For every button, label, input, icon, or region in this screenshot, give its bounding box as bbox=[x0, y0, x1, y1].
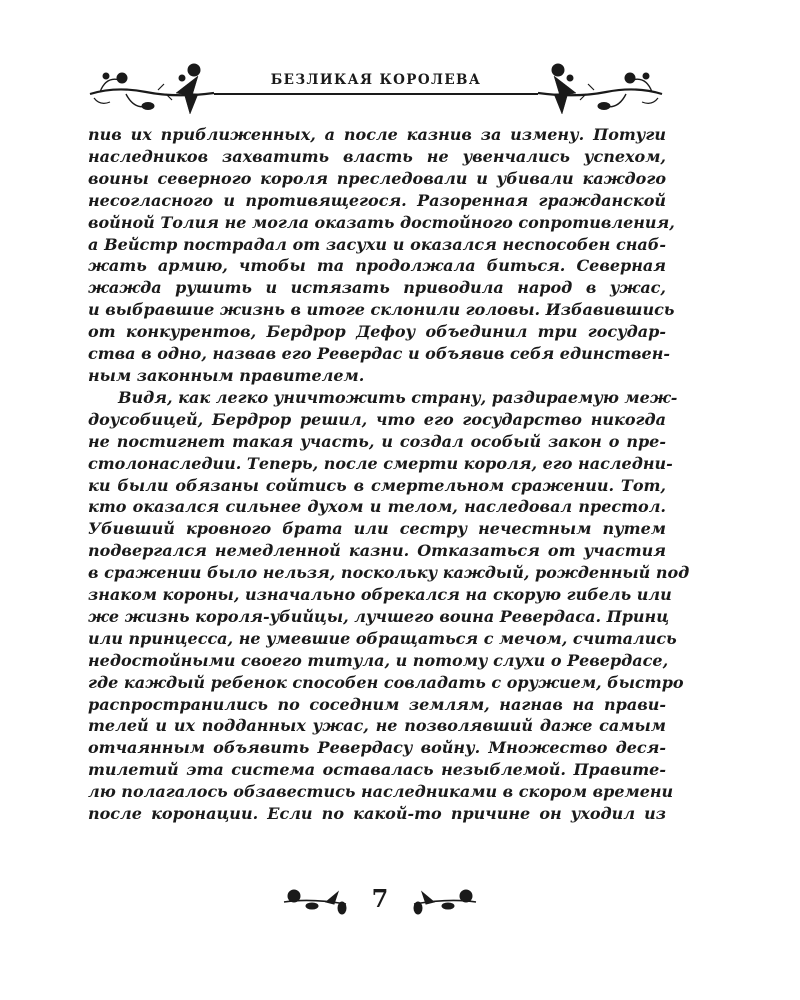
paragraph-2 bbox=[88, 387, 690, 825]
text-line: распространились по соседним землям, нагнав на прави- bbox=[88, 694, 666, 714]
text-line: от конкурентов, Бердрор Дефоу объединил три государ- bbox=[88, 322, 666, 342]
text-line: телей и их подданных ужас, не позволявший даже самым bbox=[88, 716, 666, 736]
floral-vine-ornament-right-icon bbox=[538, 56, 666, 118]
text-line: несогласного и противящегося. Разоренная гражданской bbox=[88, 190, 666, 210]
running-title: БЕЗЛИКАЯ КОРОЛЕВА bbox=[270, 72, 482, 88]
page-footer bbox=[280, 880, 480, 924]
text-line: жать армию, чтобы та продолжала биться. Северная bbox=[88, 256, 666, 276]
text-line: же жизнь короля-убийцы, лучшего воина Ревердаса. Принц bbox=[88, 606, 670, 626]
text-line: знаком короны, изначально обрекался на скорую гибель или bbox=[88, 585, 672, 605]
text-line: лю полагалось обзавестись наследниками в скором времени bbox=[88, 782, 674, 802]
text-line: наследников захватить власть не увенчались успехом, bbox=[88, 146, 666, 166]
text-line: где каждый ребенок способен совладать с оружием, быстро bbox=[88, 672, 684, 692]
text-line: жажда рушить и истязать приводила народ в ужас, bbox=[88, 278, 666, 298]
text-line: отчаянным объявить Ревердасу войну. Множество деся- bbox=[88, 738, 666, 758]
text-line: Видя, как легко уничтожить страну, раздираемую меж- bbox=[118, 387, 678, 407]
text-line: после коронации. Если по какой-то причине он уходил из bbox=[88, 804, 666, 824]
running-header bbox=[86, 56, 666, 126]
rose-ornament-right-icon bbox=[408, 886, 480, 916]
paragraph-1 bbox=[88, 124, 675, 387]
text-line: подвергался немедленной казни. Отказаться от участия bbox=[88, 541, 666, 561]
text-line: доусобицей, Бердрор решил, что его государство никогда bbox=[88, 409, 666, 429]
text-line: столонаследии. Теперь, после смерти короля, его наследни- bbox=[88, 453, 673, 473]
text-line: воины северного короля преследовали и убивали каждого bbox=[88, 168, 666, 188]
text-line: кто оказался сильнее духом и телом, наследовал престол. bbox=[88, 497, 666, 517]
text-line: или принцесса, не умевшие обращаться с мечом, считались bbox=[88, 628, 677, 648]
text-line: пив их приближенных, а после казнив за измену. Потуги bbox=[88, 125, 666, 144]
header-rule bbox=[214, 93, 538, 95]
text-line: не постигнет такая участь, и создал особый закон о пре- bbox=[88, 431, 666, 451]
text-line: войной Толия не могла оказать достойного сопротивления, bbox=[88, 212, 675, 232]
text-line: ным законным правителем. bbox=[88, 365, 365, 385]
text-line: тилетий эта система оставалась незыблемой. Правите- bbox=[88, 760, 666, 780]
text-line: недостойными своего титула, и потому слухи о Ревердасе, bbox=[88, 650, 669, 670]
text-line: и выбравшие жизнь в итоге склонили головы. Избавившись bbox=[88, 300, 675, 320]
page-number: 7 bbox=[371, 884, 389, 913]
page-body bbox=[88, 124, 690, 825]
text-line: ки были обязаны сойтись в смертельном сражении. Тот, bbox=[88, 475, 666, 495]
text-line: а Вейстр пострадал от засухи и оказался неспособен снаб- bbox=[88, 234, 666, 254]
text-line: в сражении было нельзя, поскольку каждый, рожденный под bbox=[88, 563, 690, 583]
text-line: ства в одно, назвав его Ревердас и объявив себя единствен- bbox=[88, 344, 671, 364]
text-line: Убивший кровного брата или сестру нечестным путем bbox=[88, 519, 666, 539]
